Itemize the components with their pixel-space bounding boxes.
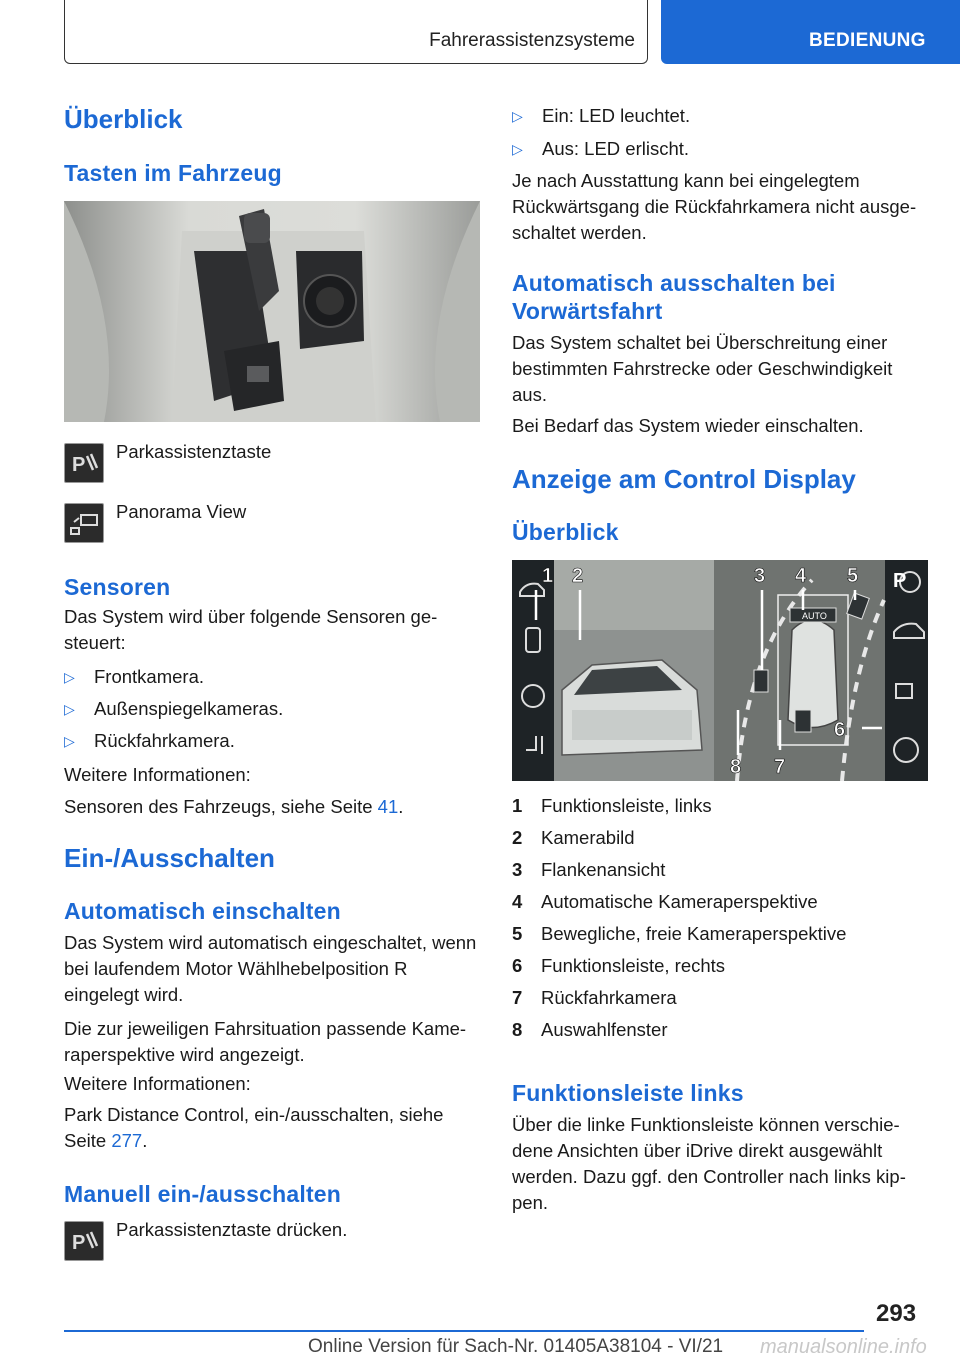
sensors-reference: Sensoren des Fahrzeugs, siehe Seite 41. (64, 796, 404, 817)
heading-sensors: Sensoren (64, 574, 171, 600)
heading-display: Anzeige am Control Display (512, 464, 856, 494)
svg-text:AUTO: AUTO (802, 611, 827, 621)
header-chapter-tab (661, 0, 960, 64)
pdc-reference: Park Distance Control, ein-/ausschalten, siehe Seite 277. (64, 1104, 444, 1151)
callout-8: 8 (730, 756, 742, 778)
callout-5: 5 (847, 565, 859, 587)
auto-off-text: Das System schaltet bei Überschreitung einer bestimmten Fahrstrecke oder Geschwindigkeit aus. (512, 332, 893, 405)
heading-overview-2: Überblick (512, 519, 619, 545)
page-number: 293 (876, 1300, 917, 1327)
page-link-277[interactable]: 277 (111, 1130, 143, 1151)
svg-text:P: P (72, 454, 86, 476)
park-assist-button-label: Parkassistenztaste (116, 441, 272, 462)
manual-text: Parkassistenztaste drücken. (116, 1219, 348, 1240)
callout-7: 7 (774, 756, 786, 778)
watermark: manualsonline.info (760, 1336, 927, 1358)
park-assist-button-icon (64, 443, 104, 483)
console-photo (64, 201, 480, 422)
bullet-triangle-icon: ▷ (64, 733, 75, 749)
function-bar-left-text: Über die linke Funktionsleiste können verschiedene Ansichten über iDrive direkt ausgewählt werden. Dazu ggf. den Controller nach links kippen. (512, 1114, 906, 1213)
control-display-image (512, 560, 928, 781)
callout-3: 3 (754, 565, 766, 587)
heading-auto-on: Automatisch einschalten (64, 898, 341, 924)
heading-overview: Überblick (64, 104, 183, 134)
more-info-label: Weitere Informationen: (64, 764, 251, 785)
callout-1: 1 (542, 565, 554, 587)
callout-2: 2 (572, 565, 584, 587)
park-assist-button-icon (64, 1221, 104, 1261)
svg-text:P: P (72, 1232, 86, 1254)
panorama-view-button-icon (64, 503, 104, 543)
heading-buttons: Tasten im Fahrzeug (64, 160, 282, 186)
more-info-label-2: Weitere Informationen: (64, 1073, 251, 1094)
auto-on-text: Das System wird automatisch eingeschaltet, wenn bei laufendem Motor Wählhebelposition R eingelegt wird. (64, 932, 477, 1005)
page-link-41[interactable]: 41 (377, 796, 399, 817)
equipment-text: Je nach Ausstattung kann bei eingelegtem Rückwärtsgang die Rückfahrkamera nicht ausgeschaltet werden. (512, 170, 917, 243)
bullet-triangle-icon: ▷ (512, 108, 523, 124)
callout-6: 6 (834, 719, 846, 741)
auto-off-text-2: Bei Bedarf das System wieder einschalten. (512, 415, 864, 436)
heading-on-off: Ein-/Ausschalten (64, 843, 275, 873)
heading-auto-off: Automatisch ausschalten bei Vorwärtsfahrt (512, 270, 836, 324)
footer-divider (64, 1330, 864, 1332)
header-section-box (64, 0, 648, 64)
heading-function-bar-left: Funktionsleiste links (512, 1080, 744, 1106)
panorama-view-button-label: Panorama View (116, 501, 247, 522)
bullet-triangle-icon: ▷ (64, 669, 75, 685)
header-section-title: Fahrerassistenzsysteme (429, 30, 635, 51)
sensors-intro: Das System wird über folgende Sensoren gesteuert: (64, 606, 438, 653)
bullet-triangle-icon: ▷ (512, 141, 523, 157)
svg-text:P: P (893, 570, 907, 592)
footer-online-version: Online Version für Sach-Nr. 01405A38104 - VI/21 (308, 1336, 724, 1357)
auto-on-text-2: Die zur jeweiligen Fahrsituation passende Kameraperspektive wird angezeigt. (64, 1018, 467, 1065)
callout-4: 4 (795, 565, 807, 587)
header-chapter-title: BEDIENUNG (809, 30, 926, 51)
bullet-triangle-icon: ▷ (64, 701, 75, 717)
heading-manual: Manuell ein-/ausschalten (64, 1181, 342, 1207)
